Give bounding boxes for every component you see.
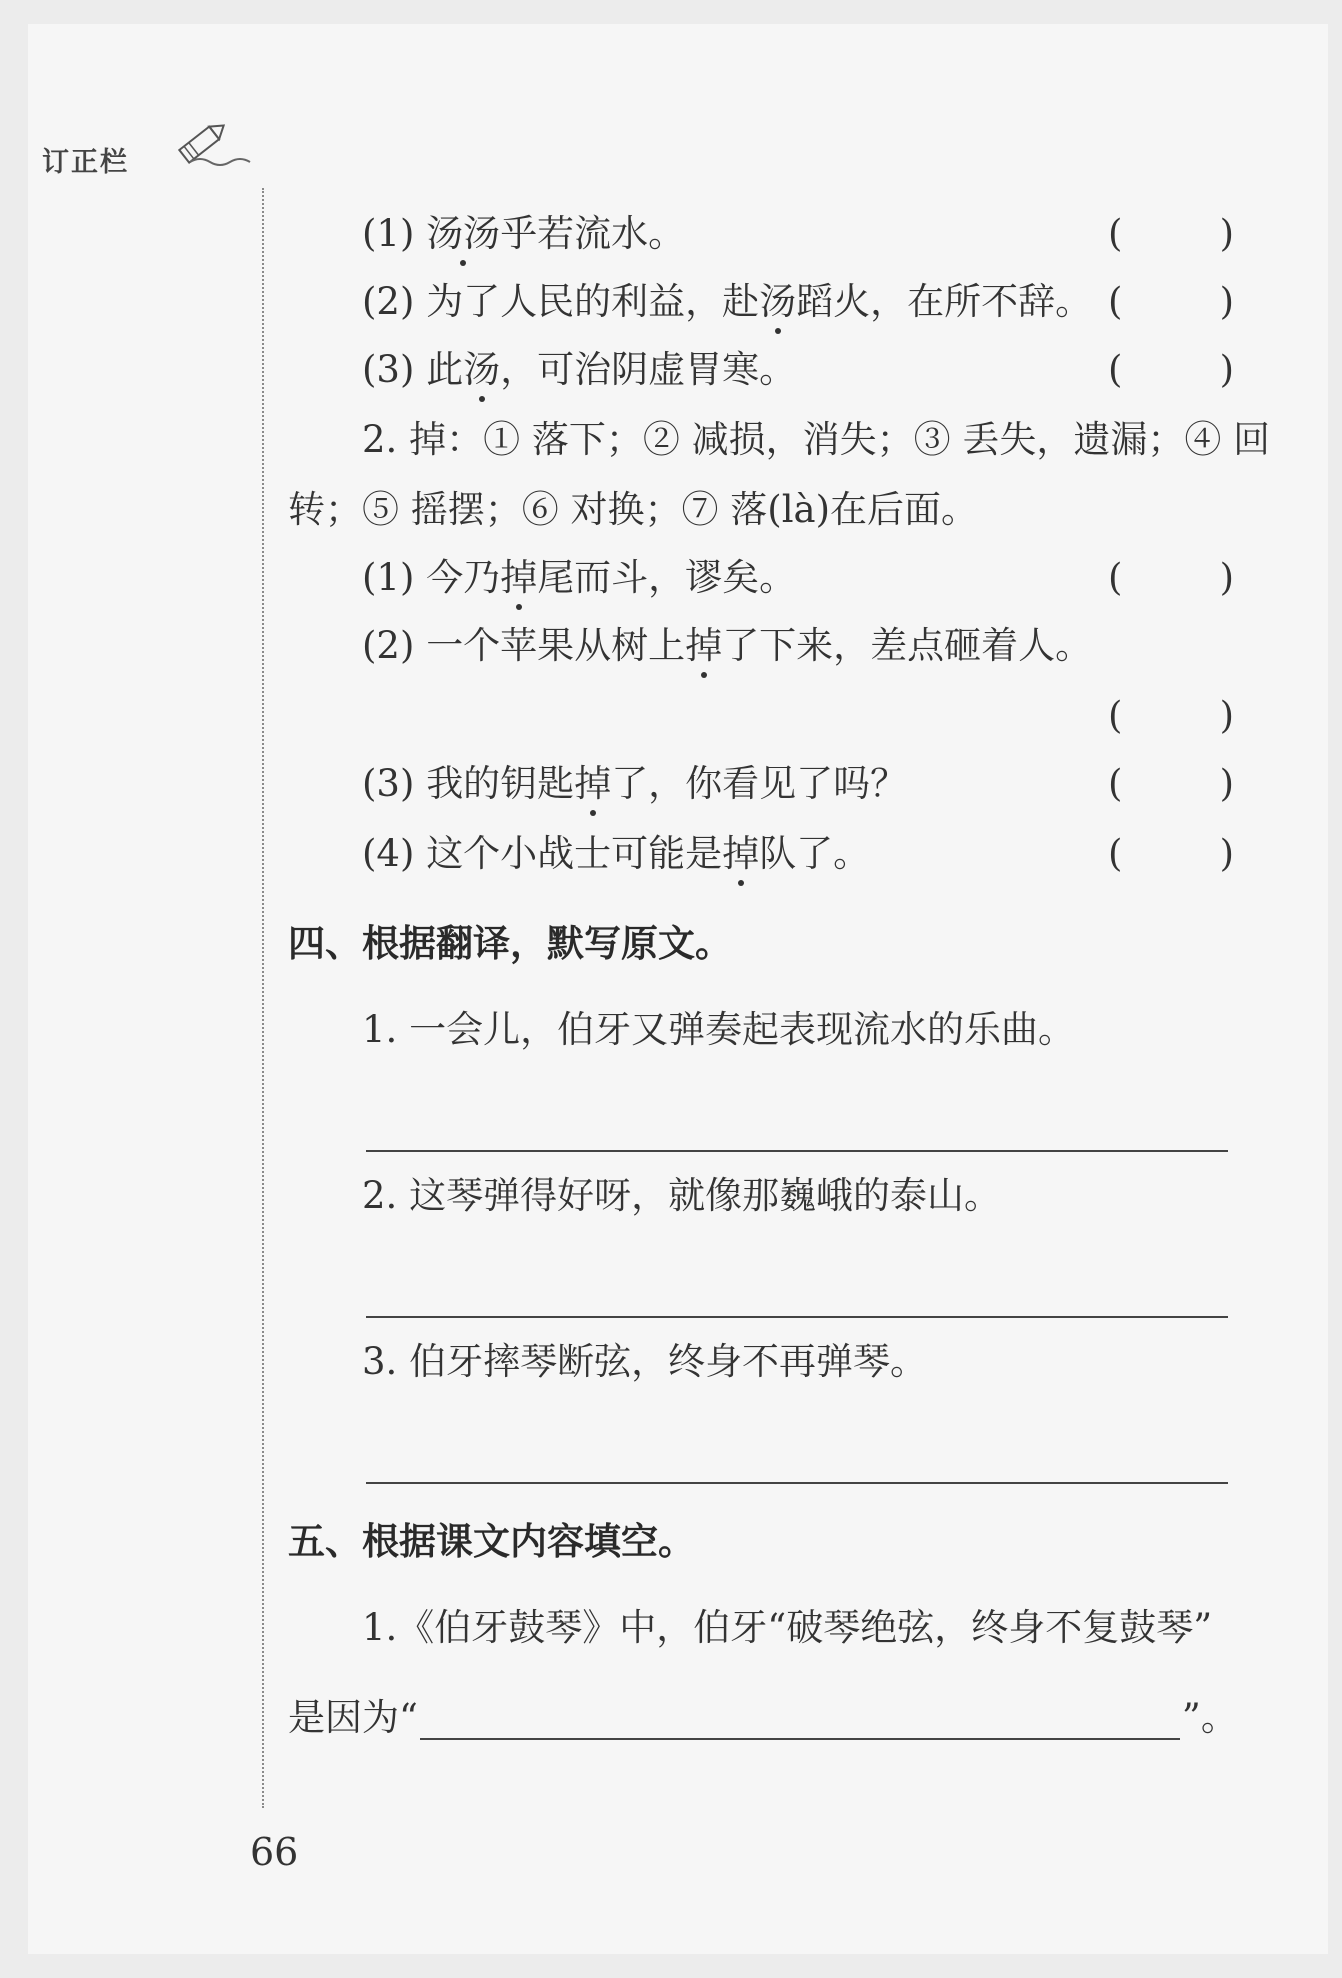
q1-item-1: (1) 汤汤乎若流水。 [362,212,686,255]
answer-paren[interactable]: ( ) [1108,832,1234,875]
section-4-heading: 四、根据翻译，默写原文。 [288,922,732,965]
q1-item-2: (2) 为了人民的利益，赴汤蹈火，在所不辞。 [362,280,1093,323]
section-4-item-2: 2. 这琴弹得好呀，就像那巍峨的泰山。 [362,1174,1002,1217]
section-4-item-3: 3. 伯牙摔琴断弦，终身不再弹琴。 [362,1340,928,1383]
answer-paren[interactable]: ( ) [1108,762,1234,805]
q2-item-3: (3) 我的钥匙掉了，你看见了吗？ [362,762,908,805]
q1-item-3: (3) 此汤，可治阴虚胃寒。 [362,348,797,391]
section-5-q1-line2: 是因为“ ”。 [288,1696,1238,1739]
section-5-heading: 五、根据课文内容填空。 [288,1520,695,1563]
q2-item-1: (1) 今乃掉尾而斗，谬矣。 [362,556,797,599]
fill-in-blank[interactable] [420,1738,1180,1740]
margin-divider [262,188,264,1808]
section-4-item-1: 1. 一会儿，伯牙又弹奏起表现流水的乐曲。 [362,1008,1076,1051]
answer-paren[interactable]: ( ) [1108,212,1234,255]
answer-paren[interactable]: ( ) [1108,348,1234,391]
answer-line[interactable] [366,1316,1228,1318]
answer-paren[interactable]: ( ) [1108,280,1234,323]
q2-definition-line2: 转；⑤ 摇摆；⑥ 对换；⑦ 落(là)在后面。 [288,488,979,531]
answer-paren[interactable]: ( ) [1108,694,1234,737]
page-number: 66 [250,1830,299,1874]
answer-line[interactable] [366,1150,1228,1152]
answer-line[interactable] [366,1482,1228,1484]
pencil-icon [170,118,256,170]
q2-item-2: (2) 一个苹果从树上掉了下来，差点砸着人。 [362,624,1093,667]
correction-column-label: 订正栏 [42,147,129,178]
q2-item-4: (4) 这个小战士可能是掉队了。 [362,832,871,875]
answer-paren[interactable]: ( ) [1108,556,1234,599]
q2-definition-line1: 2. 掉：① 落下；② 减损，消失；③ 丢失，遗漏；④ 回 [362,418,1271,461]
section-5-q1-line1: 1.《伯牙鼓琴》中，伯牙“破琴绝弦，终身不复鼓琴” [362,1606,1213,1649]
